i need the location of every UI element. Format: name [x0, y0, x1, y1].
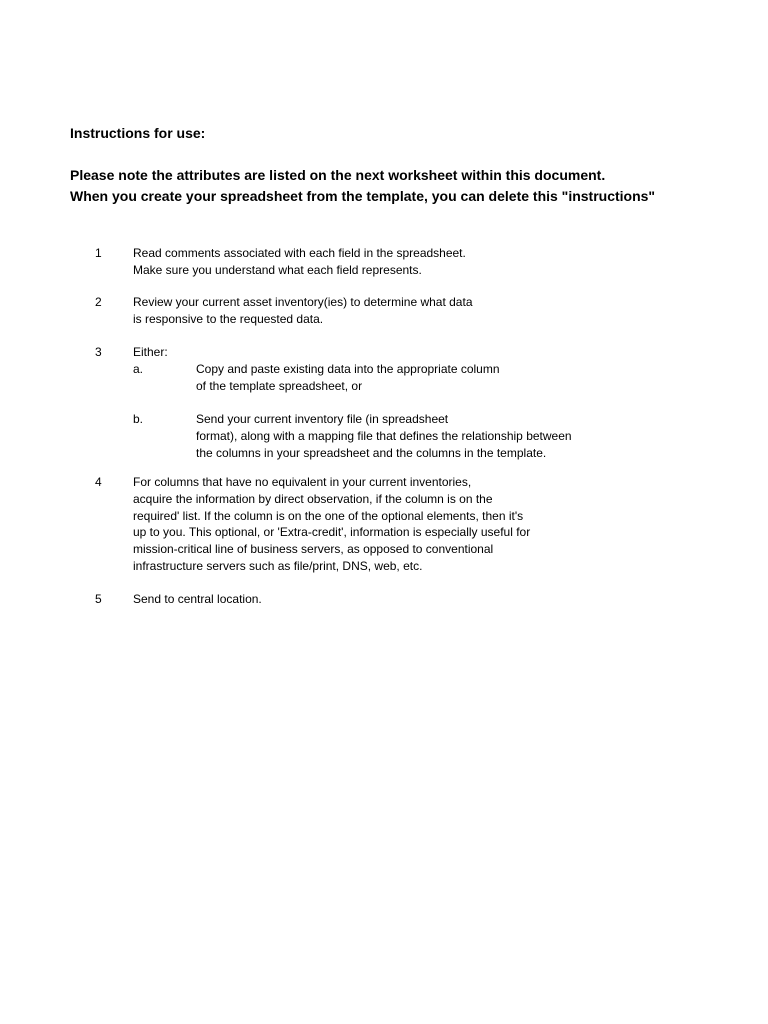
step-number: 5 [95, 592, 102, 606]
step-number: 2 [95, 295, 102, 309]
note-line: Please note the attributes are listed on the next worksheet within this document. [70, 167, 606, 183]
step-line: acquire the information by direct observation, if the column is on the [133, 491, 493, 506]
step-number: 4 [95, 475, 102, 489]
step-number: 1 [95, 246, 102, 260]
step-number: 3 [95, 345, 102, 359]
instructions-heading: Instructions for use: [70, 125, 206, 141]
subitem-letter: b. [133, 412, 144, 427]
step-text [133, 245, 733, 279]
step-line: For columns that have no equivalent in your current inventories, [133, 475, 472, 489]
subitem-b [133, 411, 733, 461]
step-line: Make sure you understand what each field represents. [133, 262, 422, 277]
step-line: is responsive to the requested data. [133, 311, 324, 326]
subitem-text [196, 361, 733, 395]
subitem-a [133, 361, 733, 395]
step-text [133, 591, 733, 608]
step-line: mission-critical line of business servers, as opposed to conventional [133, 542, 494, 557]
step-text [133, 344, 733, 462]
step-line: Either: [133, 345, 168, 359]
subitem-line: of the template spreadsheet, or [196, 378, 363, 393]
subitem-line: the columns in your spreadsheet and the columns in the template. [196, 445, 547, 460]
subitem-letter: a. [133, 361, 144, 376]
subitem-line: format), along with a mapping file that defines the relationship between [196, 428, 572, 443]
step-line: up to you. This optional, or 'Extra-credit', information is especially useful for [133, 525, 531, 540]
step-text [133, 474, 733, 575]
subitem-line: Send your current inventory file (in spreadsheet [196, 412, 449, 427]
step-line: Read comments associated with each field in the spreadsheet. [133, 246, 466, 260]
subitem-line: Copy and paste existing data into the appropriate column [196, 361, 500, 376]
note-line: When you create your spreadsheet from the template, you can delete this "instructions" [70, 188, 656, 204]
step-line: Review your current asset inventory(ies) to determine what data [133, 295, 473, 309]
step-line: Send to central location. [133, 592, 262, 606]
step-line: infrastructure servers such as file/print, DNS, web, etc. [133, 558, 423, 573]
attributes-note [70, 165, 655, 207]
subitem-text [196, 411, 733, 461]
step-line: required' list. If the column is on the one of the optional elements, then it's [133, 508, 524, 523]
step-text [133, 294, 733, 328]
